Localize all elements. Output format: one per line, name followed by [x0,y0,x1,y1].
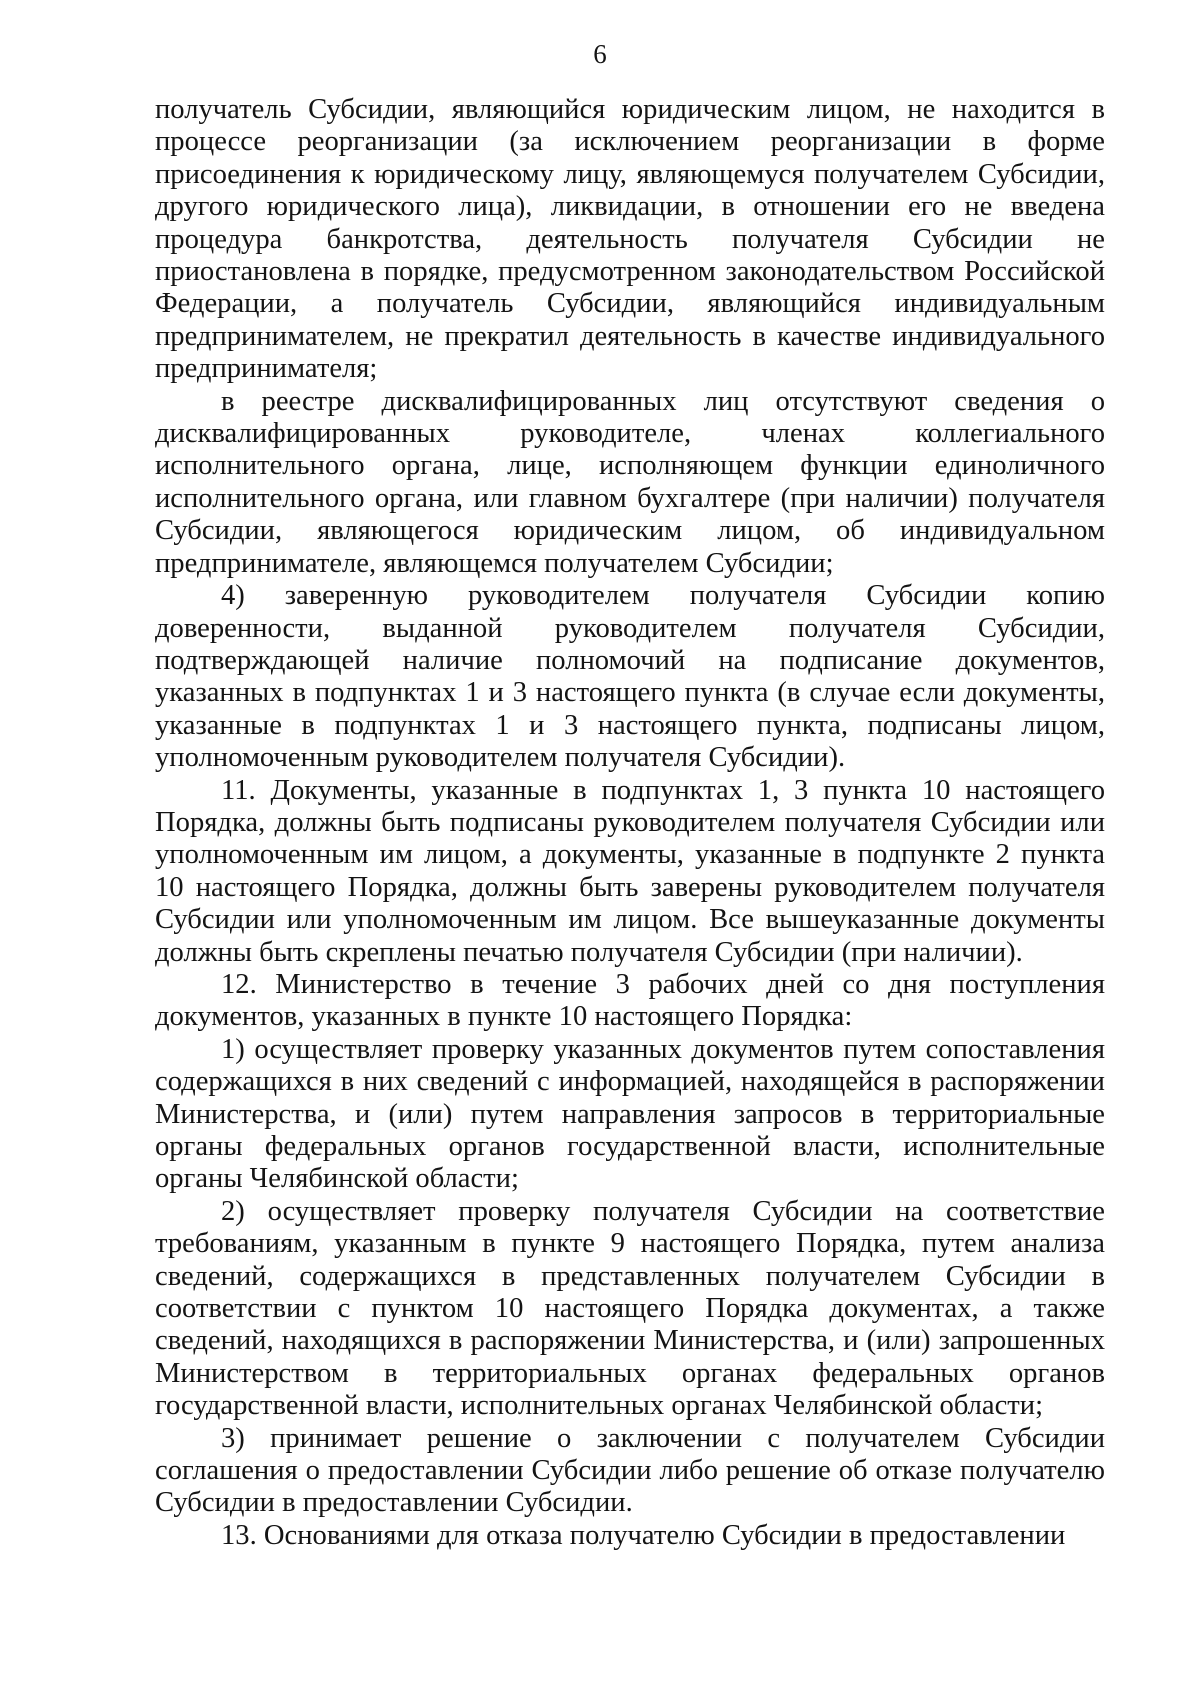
paragraph-clause-12: 12. Министерство в течение 3 рабочих дней со дня поступления документов, указанных в пункте 10 настоящего Порядка: [155,968,1105,1033]
paragraph-item-4-power-of-attorney: 4) заверенную руководителем получателя Субсидии копию доверенности, выданной руководителем получателя Субсидии, подтверждающей наличие полномочий на подписание документов, указанных в подпунктах 1 и 3 настоящего пункта (в случае если документы, указанные в подпунктах 1 и 3 настоящего пункта, подписаны лицом, уполномоченным руководителем получателя Субсидии). [155,580,1105,774]
paragraph-clause-12-item-2: 2) осуществляет проверку получателя Субсидии на соответствие требованиям, указанным в пункте 9 настоящего Порядка, путем анализа сведений, содержащихся в представленных получателем Субсидии в соответствии с пунктом 10 настоящего Порядка документах, а также сведений, находящихся в распоряжении Министерства, и (или) запрошенных Министерством в территориальных органах федеральных органов государственной власти, исполнительных органах Челябинской области; [155,1195,1105,1422]
paragraph-requirement-disqualified-persons: в реестре дисквалифицированных лиц отсутствуют сведения о дисквалифицированных руководителе, членах коллегиального исполнительного органа, лице, исполняющем функции единоличного исполнительного органа, или главном бухгалтере (при наличии) получателя Субсидии, являющегося юридическим лицом, об индивидуальном предпринимателе, являющемся получателем Субсидии; [155,385,1105,579]
page-number: 6 [593,39,607,69]
document-body [155,94,1105,1552]
paragraph-clause-11: 11. Документы, указанные в подпунктах 1, 3 пункта 10 настоящего Порядка, должны быть подписаны руководителем получателя Субсидии или уполномоченным им лицом, а документы, указанные в подпункте 2 пункта 10 настоящего Порядка, должны быть заверены руководителем получателя Субсидии или уполномоченным им лицом. Все вышеуказанные документы должны быть скреплены печатью получателя Субсидии (при наличии). [155,774,1105,968]
paragraph-clause-12-item-1: 1) осуществляет проверку указанных документов путем сопоставления содержащихся в них сведений с информацией, находящейся в распоряжении Министерства, и (или) путем направления запросов в территориальные органы федеральных органов государственной власти, исполнительные органы Челябинской области; [155,1033,1105,1195]
paragraph-clause-13: 13. Основаниями для отказа получателю Субсидии в предоставлении [221,1519,1066,1551]
paragraph-clause-12-item-3: 3) принимает решение о заключении с получателем Субсидии соглашения о предоставлении Субсидии либо решение об отказе получателю Субсидии в предоставлении Субсидии. [155,1422,1105,1519]
paragraph-requirement-reorganization: получатель Субсидии, являющийся юридическим лицом, не находится в процессе реорганизации (за исключением реорганизации в форме присоединения к юридическому лицу, являющемуся получателем Субсидии, другого юридического лица), ликвидации, в отношении его не введена процедура банкротства, деятельность получателя Субсидии не приостановлена в порядке, предусмотренном законодательством Российской Федерации, а получатель Субсидии, являющийся индивидуальным предпринимателем, не прекратил деятельность в качестве индивидуального предпринимателя; [155,94,1105,385]
